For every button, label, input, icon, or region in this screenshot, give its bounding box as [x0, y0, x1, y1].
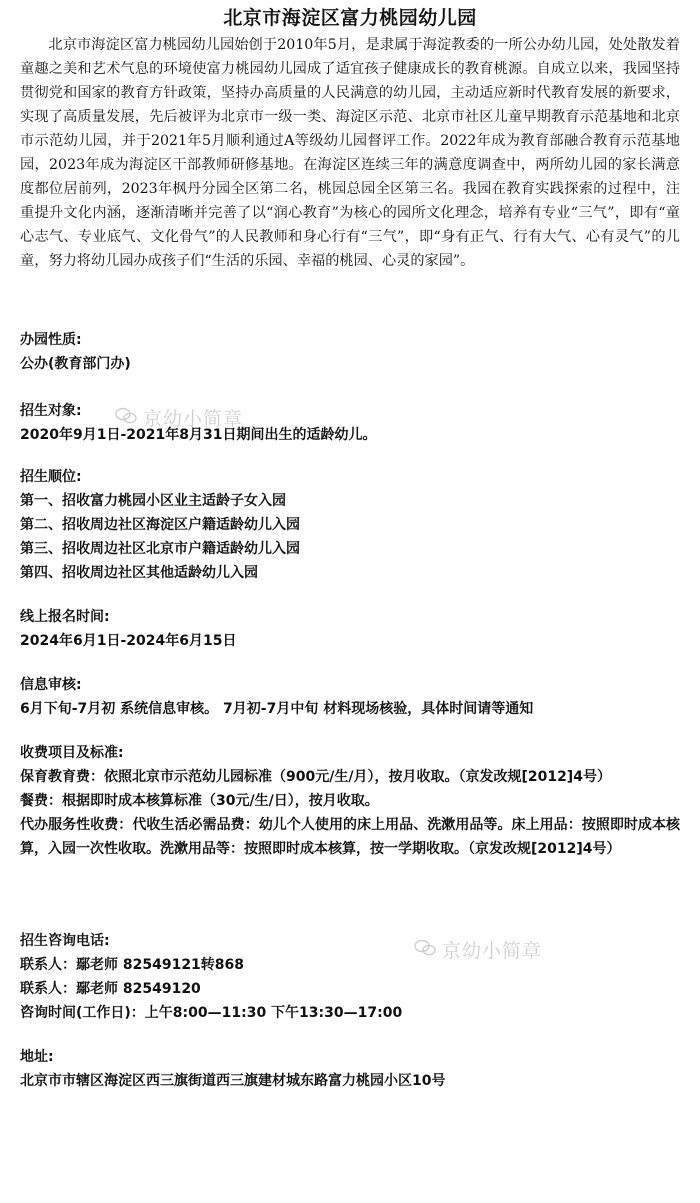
section-online-registration: [20, 605, 680, 653]
section-enrollment-target: [20, 399, 680, 447]
section-value: 公办(教育部门办): [20, 356, 131, 372]
watermark-text: 京幼小简章: [143, 408, 244, 430]
section-heading: 收费项目及标准:: [20, 745, 124, 761]
intro-paragraph: 北京市海淀区富力桃园幼儿园始创于2010年5月，是隶属于海淀教委的一所公办幼儿园，处处散发着童趣之美和艺术气息的环境使富力桃园幼儿园成了适宜孩子健康成长的教育桃源。自成立以来，我园坚持贯彻党和国家的教育方针政策，坚持办高质量的人民满意的幼儿园，主动适应新时代教育发展的新要求，实现了高质量发展，先后被评为北京市一级一类、海淀区示范、北京市社区儿童早期教育示范基地和北京市示范幼儿园，并于2021年5月顺利通过A等级幼儿园督评工作。2022年成为教育部融合教育示范基地园，2023年成为海淀区干部教师研修基地。在海淀区连续三年的满意度调查中，两所幼儿园的家长满意度都位居前列，2023年枫丹分园全区第二名，桃园总园全区第三名。我园在教育实践探索的过程中，注重提升文化内涵，逐渐清晰并完善了以“润心教育”为核心的园所文化理念，培养有专业“三气”，即有“童心志气、专业底气、文化骨气”的人民教师和身心行有“三气”，即“身有正气、行有大气、心有灵气”的儿童，努力将幼儿园办成孩子们“生活的乐园、幸福的桃园、心灵的家园”。: [20, 37, 680, 269]
section-value: 6月下旬-7月初 系统信息审核。 7月初-7月中旬 材料现场核验，具体时间请等通知: [20, 701, 534, 717]
section-heading: 信息审核:: [20, 677, 82, 693]
contact-line: 联系人：鄢老师 82549121转868: [20, 957, 245, 973]
section-heading: 招生咨询电话:: [20, 933, 110, 949]
contact-line: 联系人：鄢老师 82549120: [20, 981, 201, 997]
section-school-nature: [20, 328, 680, 376]
section-contact-phone: [20, 929, 680, 1025]
section-heading: 招生顺位:: [20, 469, 82, 485]
section-value: 2020年9月1日-2021年8月31日期间出生的适龄幼儿。: [20, 427, 377, 443]
section-heading: 招生对象:: [20, 403, 82, 419]
page-title: 北京市海淀区富力桃园幼儿园: [223, 7, 477, 29]
list-item: 第二、招收周边社区海淀区户籍适龄幼儿入园: [20, 517, 300, 533]
section-info-review: [20, 673, 680, 721]
section-value: 2024年6月1日-2024年6月15日: [20, 633, 237, 649]
fee-item: 代办服务性收费：代收生活必需品费：幼儿个人使用的床上用品、洗漱用品等。床上用品：按照即时成本核算，入园一次性收取。洗漱用品等：按照即时成本核算，按一学期收取。（京发改规[2012]4号）: [20, 817, 680, 857]
section-heading: 线上报名时间:: [20, 609, 110, 625]
list-item: 第四、招收周边社区其他适龄幼儿入园: [20, 565, 258, 581]
watermark-text: 京幼小简章: [442, 940, 543, 962]
fee-item: 餐费：根据即时成本核算标准（30元/生/日），按月收取。: [20, 793, 379, 809]
list-item: 第三、招收周边社区北京市户籍适龄幼儿入园: [20, 541, 300, 557]
section-heading: 地址:: [20, 1049, 54, 1065]
section-value: 北京市市辖区海淀区西三旗街道西三旗建材城东路富力桃园小区10号: [20, 1073, 446, 1089]
section-address: [20, 1045, 680, 1093]
contact-line: 咨询时间(工作日)：上午8:00—11:30 下午13:30—17:00: [20, 1005, 403, 1021]
section-heading: 办园性质:: [20, 332, 82, 348]
section-fees: [20, 741, 680, 861]
section-enrollment-order: [20, 465, 680, 585]
list-item: 第一、招收富力桃园小区业主适龄子女入园: [20, 493, 286, 509]
fee-item: 保育教育费：依照北京市示范幼儿园标准（900元/生/月），按月收取。（京发改规[2012]4号）: [20, 769, 611, 785]
